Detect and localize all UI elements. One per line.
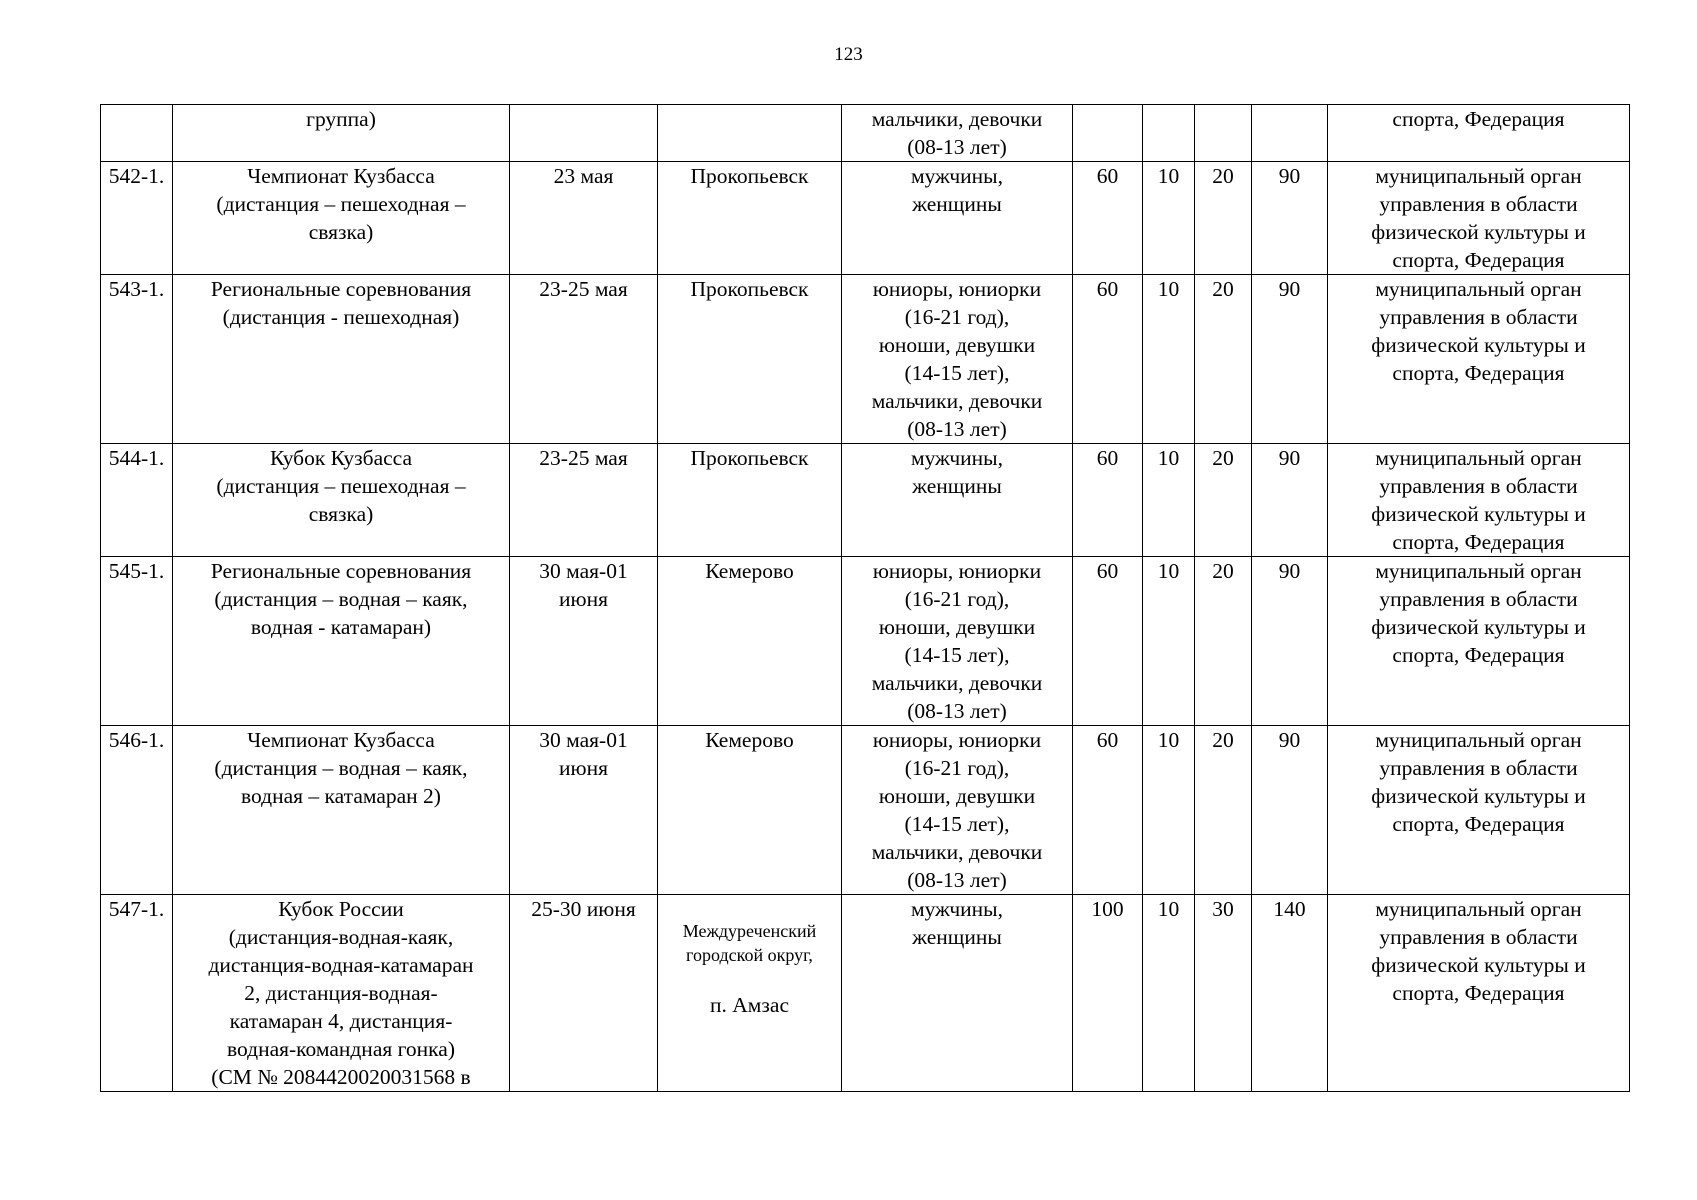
events-table [100, 104, 1630, 1092]
count-3: 20 [1195, 275, 1252, 444]
count-total: 90 [1252, 726, 1328, 895]
row-number: 545-1. [101, 557, 173, 726]
count-2 [1143, 105, 1195, 162]
event-name: Кубок Кузбасса (дистанция – пешеходная – связка) [173, 444, 510, 557]
event-date: 23-25 мая [510, 444, 658, 557]
event-organizer: муниципальный орган управления в области физической культуры и спорта, Федерация [1328, 895, 1630, 1092]
event-date: 25-30 июня [510, 895, 658, 1092]
event-organizer: муниципальный орган управления в области физической культуры и спорта, Федерация [1328, 726, 1630, 895]
count-3 [1195, 105, 1252, 162]
count-total: 90 [1252, 444, 1328, 557]
count-1: 60 [1073, 726, 1143, 895]
event-place: Кемерово [658, 557, 842, 726]
count-1: 60 [1073, 275, 1143, 444]
row-number: 542-1. [101, 162, 173, 275]
event-name: Чемпионат Кузбасса (дистанция – пешеходная – связка) [173, 162, 510, 275]
table-row [101, 162, 1630, 275]
event-name: Чемпионат Кузбасса (дистанция – водная – каяк, водная – катамаран 2) [173, 726, 510, 895]
event-name: Региональные соревнования (дистанция - пешеходная) [173, 275, 510, 444]
event-place: Кемерово [658, 726, 842, 895]
event-place: Прокопьевск [658, 162, 842, 275]
table-row [101, 557, 1630, 726]
count-total: 90 [1252, 557, 1328, 726]
row-number [101, 105, 173, 162]
count-1: 100 [1073, 895, 1143, 1092]
page-number: 123 [834, 44, 863, 65]
event-date: 30 мая-01 июня [510, 557, 658, 726]
count-1: 60 [1073, 162, 1143, 275]
count-1: 60 [1073, 557, 1143, 726]
event-date: 30 мая-01 июня [510, 726, 658, 895]
count-3: 30 [1195, 895, 1252, 1092]
event-organizer: муниципальный орган управления в области физической культуры и спорта, Федерация [1328, 444, 1630, 557]
count-1 [1073, 105, 1143, 162]
table-row [101, 726, 1630, 895]
event-place: Прокопьевск [658, 444, 842, 557]
row-number: 543-1. [101, 275, 173, 444]
event-date: 23-25 мая [510, 275, 658, 444]
event-place-settlement: п. Амзас [710, 993, 789, 1017]
event-place-district: Междуреченский городской округ, [682, 921, 817, 965]
table-row [101, 105, 1630, 162]
count-total: 90 [1252, 162, 1328, 275]
event-date [510, 105, 658, 162]
event-name: группа) [173, 105, 510, 162]
count-3: 20 [1195, 557, 1252, 726]
event-organizer: муниципальный орган управления в области физической культуры и спорта, Федерация [1328, 557, 1630, 726]
event-organizer: муниципальный орган управления в области физической культуры и спорта, Федерация [1328, 162, 1630, 275]
event-participants: юниоры, юниорки (16-21 год), юноши, девушки (14-15 лет), мальчики, девочки (08-13 лет) [842, 726, 1073, 895]
event-participants: мальчики, девочки (08-13 лет) [842, 105, 1073, 162]
event-place: Прокопьевск [658, 275, 842, 444]
event-name: Кубок России (дистанция-водная-каяк, дистанция-водная-катамаран 2, дистанция-водная- катамаран 4, дистанция- водная-командная гонка) (СМ № 2084420020031568 в [173, 895, 510, 1092]
table-row [101, 895, 1630, 1092]
count-3: 20 [1195, 726, 1252, 895]
event-place [658, 105, 842, 162]
count-3: 20 [1195, 162, 1252, 275]
row-number: 546-1. [101, 726, 173, 895]
count-2: 10 [1143, 275, 1195, 444]
event-date: 23 мая [510, 162, 658, 275]
row-number: 544-1. [101, 444, 173, 557]
event-participants: мужчины, женщины [842, 895, 1073, 1092]
event-name: Региональные соревнования (дистанция – водная – каяк, водная - катамаран) [173, 557, 510, 726]
event-participants: юниоры, юниорки (16-21 год), юноши, девушки (14-15 лет), мальчики, девочки (08-13 лет) [842, 557, 1073, 726]
count-2: 10 [1143, 895, 1195, 1092]
table-row [101, 275, 1630, 444]
count-1: 60 [1073, 444, 1143, 557]
row-number: 547-1. [101, 895, 173, 1092]
count-total [1252, 105, 1328, 162]
count-3: 20 [1195, 444, 1252, 557]
event-participants: юниоры, юниорки (16-21 год), юноши, девушки (14-15 лет), мальчики, девочки (08-13 лет) [842, 275, 1073, 444]
event-participants: мужчины, женщины [842, 162, 1073, 275]
event-place [658, 895, 842, 1092]
table-row [101, 444, 1630, 557]
count-2: 10 [1143, 162, 1195, 275]
count-2: 10 [1143, 557, 1195, 726]
count-total: 140 [1252, 895, 1328, 1092]
event-organizer: спорта, Федерация [1328, 105, 1630, 162]
event-participants: мужчины, женщины [842, 444, 1073, 557]
event-organizer: муниципальный орган управления в области физической культуры и спорта, Федерация [1328, 275, 1630, 444]
count-2: 10 [1143, 444, 1195, 557]
count-2: 10 [1143, 726, 1195, 895]
count-total: 90 [1252, 275, 1328, 444]
